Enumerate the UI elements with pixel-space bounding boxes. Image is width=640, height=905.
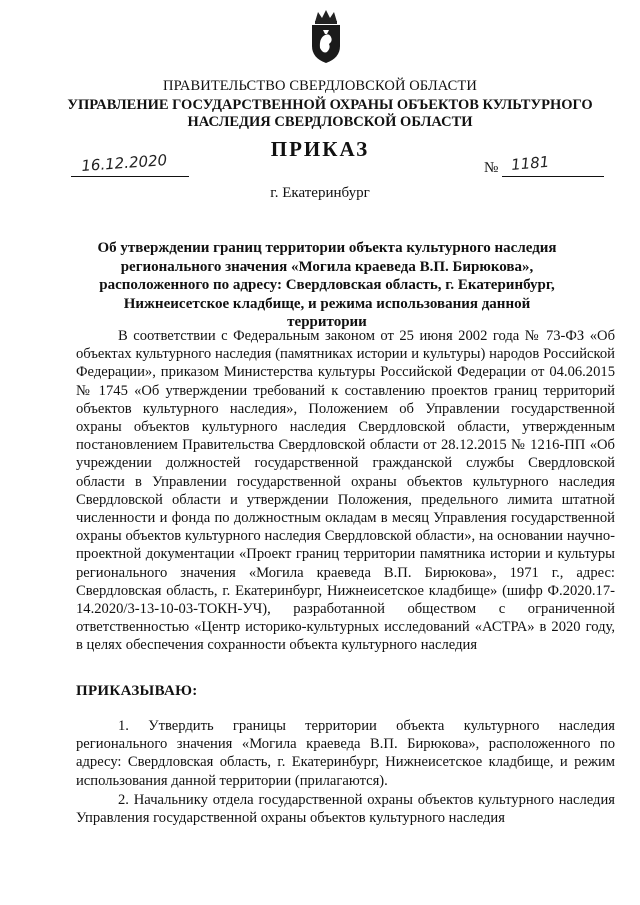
department-name: УПРАВЛЕНИЕ ГОСУДАРСТВЕННОЙ ОХРАНЫ ОБЪЕКТОВ КУЛЬТУРНОГО НАСЛЕДИЯ СВЕРДЛОВСКОЙ ОБЛАСТИ bbox=[67, 97, 593, 130]
item-number: 2. bbox=[118, 792, 129, 808]
item-number: 1. bbox=[118, 718, 129, 734]
number-underline bbox=[502, 176, 604, 177]
document-type: ПРИКАЗ bbox=[270, 137, 370, 161]
order-item bbox=[76, 717, 615, 790]
date-underline bbox=[71, 176, 189, 177]
coat-of-arms-icon bbox=[309, 8, 343, 64]
number-handwritten: 1181 bbox=[510, 152, 551, 174]
date-handwritten: 16.12.2020 bbox=[80, 151, 168, 175]
government-name: ПРАВИТЕЛЬСТВО СВЕРДЛОВСКОЙ ОБЛАСТИ bbox=[163, 78, 477, 94]
item-text: Утвердить границы территории объекта культурного наследия регионального значения «Могила краеведа В.П. Бирюкова», расположенного по адресу: Свердловская область, г. Екатеринбург, Нижнеисетское кладбище, и режим использования данной территории (прилагаются). bbox=[76, 718, 615, 789]
preamble-text: В соответствии с Федеральным законом от 25 июня 2002 года № 73-ФЗ «Об объектах культурного наследия (памятниках истории и культуры) народов Российской Федерации», приказом Министерства культуры Российской Федерации от 04.06.2015 № 1745 «Об утверждении требований к составлению проектов границ территорий объектов культурного наследия», Положением об Управлении государственной охраны объектов культурного наследия Свердловской области, утвержденным постановлением Правительства Свердловской области от 28.12.2015 № 1216-ПП «Об учреждении должностей государственной гражданской службы Свердловской области в Управлении государственной охраны объектов культурного наследия Свердловской области и утверждении Положения, предельного лимита штатной численности и фонда по должностным окладам в месяц Управления государственной охраны объектов культурного наследия Свердловской области», на основании научно-проектной документации «Проект границ территории памятника истории и культуры регионального значения «Могила краеведа В.П. Бирюкова», 1971 г., адрес: Свердловская область, г. Екатеринбург, Нижнеисетское кладбище» (шифр Ф.2020.17-14.2020/3-13-10-03-ТОКН-УЧ), разработанной обществом с ограниченной ответственностью «Центр историко-культурных исследований «АСТРА» в 2020 году, в целях обеспечения сохранности объекта культурного наследия bbox=[76, 328, 615, 654]
item-text: Начальнику отдела государственной охраны объектов культурного наследия Управления государственной охраны объектов культурного наследия bbox=[76, 792, 615, 827]
order-subject: Об утверждении границ территории объекта культурного наследия регионального значения «Могила краеведа В.П. Бирюкова», расположенного по адресу: Свердловская область, г. Екатеринбург, Нижнеисетское кладбище, и режима использования данной территории bbox=[97, 240, 557, 331]
number-sign: № bbox=[484, 160, 499, 176]
city: г. Екатеринбург bbox=[270, 185, 370, 201]
order-heading: ПРИКАЗЫВАЮ: bbox=[76, 683, 198, 699]
order-item bbox=[76, 791, 615, 827]
